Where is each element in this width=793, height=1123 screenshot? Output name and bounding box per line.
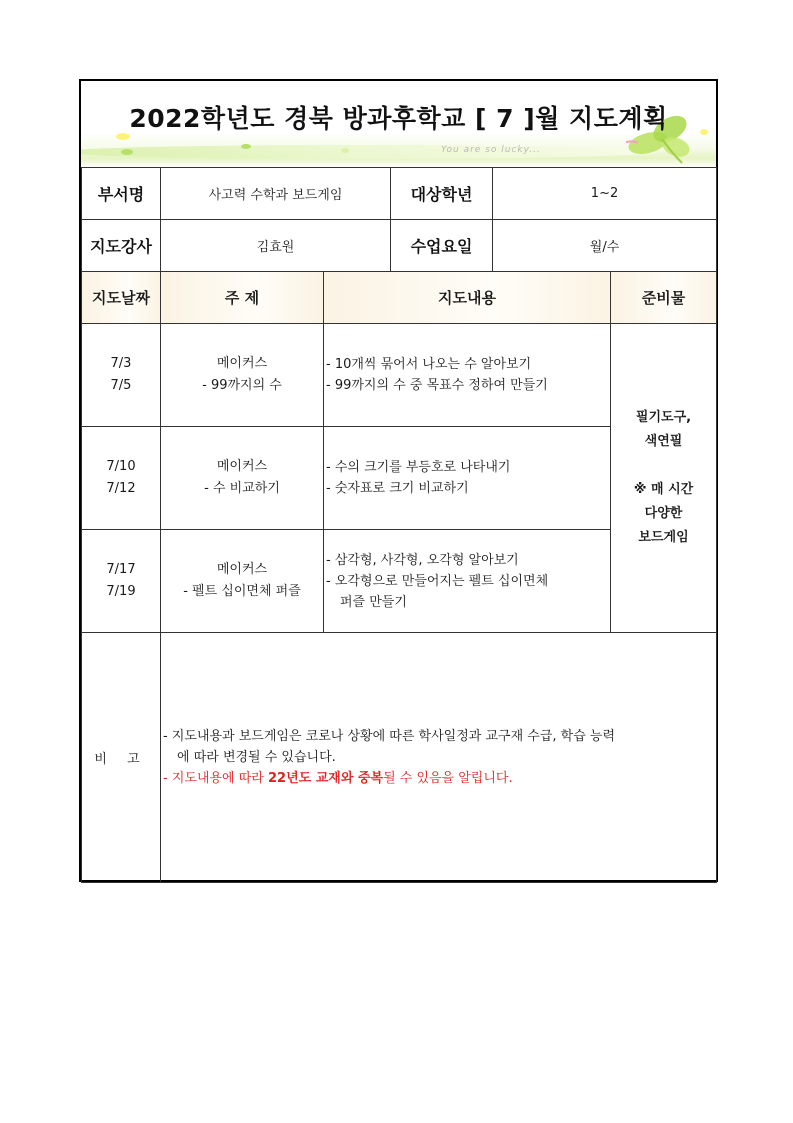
plan-topic: [161, 427, 324, 530]
dot-decoration: [341, 148, 349, 153]
date-text: 7/5: [110, 378, 132, 393]
date-text: 7/10: [106, 459, 136, 474]
page-title: 2022학년도 경북 방과후학교 [ 7 ]월 지도계획: [129, 104, 668, 133]
content-line: - 숫자표로 크기 비교하기: [326, 481, 469, 496]
topic-title: 메이커스: [216, 459, 268, 474]
date-text: 7/17: [106, 562, 136, 577]
plan-content: [324, 324, 611, 427]
materials-line: 필기도구,: [635, 410, 692, 425]
plan-dates: [82, 324, 161, 427]
instructor-value: 김효원: [161, 220, 391, 272]
content-line: - 삼각형, 사각형, 오각형 알아보기: [326, 552, 519, 568]
remarks-content: [161, 633, 717, 883]
remarks-row: [82, 633, 717, 883]
class-days-label: 수업요일: [391, 220, 493, 272]
topic-subtitle: - 99까지의 수: [202, 378, 282, 393]
dot-decoration: [121, 149, 133, 155]
warning-text: 될 수 있음을 알립니다.: [383, 771, 513, 786]
content-line: - 10개씩 묶어서 나오는 수 알아보기: [326, 357, 532, 372]
plan-dates: [82, 530, 161, 633]
banner-caption: You are so lucky...: [441, 145, 541, 155]
materials-spacer: [611, 454, 716, 478]
content-line: 퍼즐 만들기: [340, 594, 407, 610]
plan-header-row: [82, 272, 717, 324]
plan-dates: [82, 427, 161, 530]
remarks-line: - 지도내용과 보드게임은 코로나 상황에 따른 학사일정과 교구재 수급, 학습 능력: [163, 729, 616, 744]
topic-title: 메이커스: [216, 562, 268, 577]
plan-content: [324, 427, 611, 530]
plan-document: [79, 79, 718, 882]
date-text: 7/12: [106, 481, 136, 496]
materials-line: 다양한: [644, 506, 683, 521]
info-row-department: [82, 168, 717, 220]
topic-subtitle: - 수 비교하기: [204, 481, 280, 496]
topic-title: 메이커스: [216, 356, 268, 371]
title-banner: [81, 81, 716, 167]
materials-line: 색연필: [644, 434, 683, 449]
header-content: 지도내용: [324, 272, 611, 324]
content-line: - 99까지의 수 중 목표수 정하여 만들기: [326, 378, 548, 393]
header-materials: 준비물: [611, 272, 717, 324]
content-line: - 수의 크기를 부등호로 나타내기: [326, 460, 511, 475]
warning-text: - 지도내용에 따라: [163, 771, 268, 786]
target-grade-label: 대상학년: [391, 168, 493, 220]
remarks-label: 비 고: [82, 633, 161, 883]
date-text: 7/19: [106, 584, 136, 599]
materials-line: 보드게임: [638, 530, 689, 545]
content-line: - 오각형으로 만들어지는 펠트 십이면체: [326, 573, 549, 589]
plan-topic: [161, 324, 324, 427]
remarks-warning-line: [163, 768, 716, 789]
target-grade-value: 1~2: [493, 168, 717, 220]
header-date: 지도날짜: [82, 272, 161, 324]
plan-row: [82, 324, 717, 427]
banner-swoosh-decoration: [81, 145, 656, 159]
plan-content: [324, 530, 611, 633]
dot-decoration: [241, 144, 251, 149]
department-label: 부서명: [82, 168, 161, 220]
plan-topic: [161, 530, 324, 633]
plan-materials: [611, 324, 717, 633]
remarks-line: 에 따라 변경될 수 있습니다.: [177, 750, 336, 765]
topic-subtitle: - 펠트 십이면체 퍼즐: [183, 584, 301, 599]
instructor-label: 지도강사: [82, 220, 161, 272]
class-days-value: 월/수: [493, 220, 717, 272]
info-row-instructor: [82, 220, 717, 272]
date-text: 7/3: [110, 356, 132, 371]
warning-emphasis: 22년도 교재와 중복: [268, 771, 384, 786]
plan-table: [81, 167, 717, 883]
header-topic: 주 제: [161, 272, 324, 324]
department-value: 사고력 수학과 보드게임: [161, 168, 391, 220]
materials-line: ※ 매 시간: [633, 482, 694, 497]
